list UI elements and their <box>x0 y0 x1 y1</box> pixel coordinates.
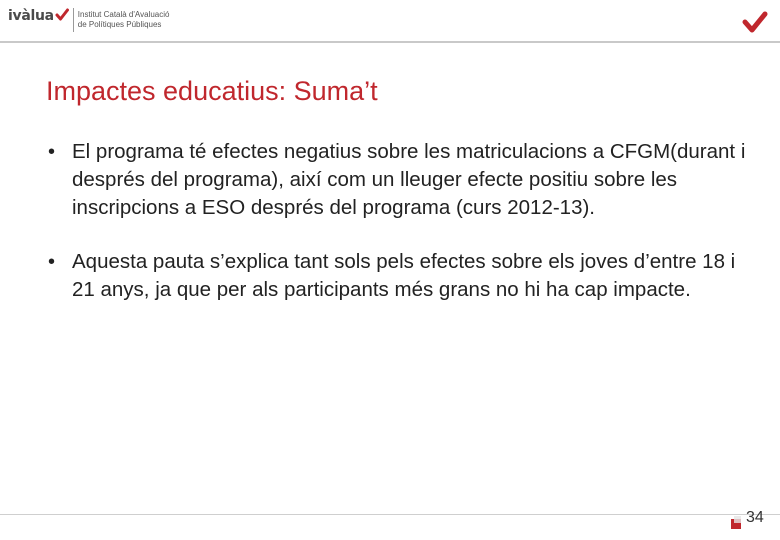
bullet-item <box>48 248 748 304</box>
header-divider <box>0 41 780 43</box>
logo-subtitle <box>78 10 170 30</box>
page-number: 34 <box>746 509 764 526</box>
bullet-list <box>48 138 748 330</box>
bullet-marker: • <box>48 251 56 273</box>
checkmark-icon <box>55 8 69 22</box>
corner-checkmark-icon <box>742 10 768 34</box>
bullet-item <box>48 138 748 222</box>
slide-header <box>0 0 780 44</box>
ivalua-logo <box>8 8 169 32</box>
logo-subtitle-line2: de Polítiques Públiques <box>77 20 162 29</box>
logo-divider <box>73 8 74 32</box>
slide-mark-icon <box>731 519 741 529</box>
slide-title: Impactes educatius: Suma’t <box>46 76 378 106</box>
bullet-marker: • <box>48 141 56 163</box>
bullet-text: Aquesta pauta s’explica tant sols pels efectes sobre els joves d’entre 18 i 21 anys, ja que per als participants més grans no hi ha cap impacte. <box>72 250 736 301</box>
logo-wordmark: ivàlua <box>8 8 54 24</box>
logo-subtitle-line1: Institut Català d'Avaluació <box>77 10 170 19</box>
footer-divider <box>0 514 780 515</box>
bullet-text: El programa té efectes negatius sobre les matriculacions a CFGM(durant i després del programa), així com un lleuger efecte positiu sobre les inscripcions a ESO després del programa (curs 2012-13). <box>72 140 746 219</box>
